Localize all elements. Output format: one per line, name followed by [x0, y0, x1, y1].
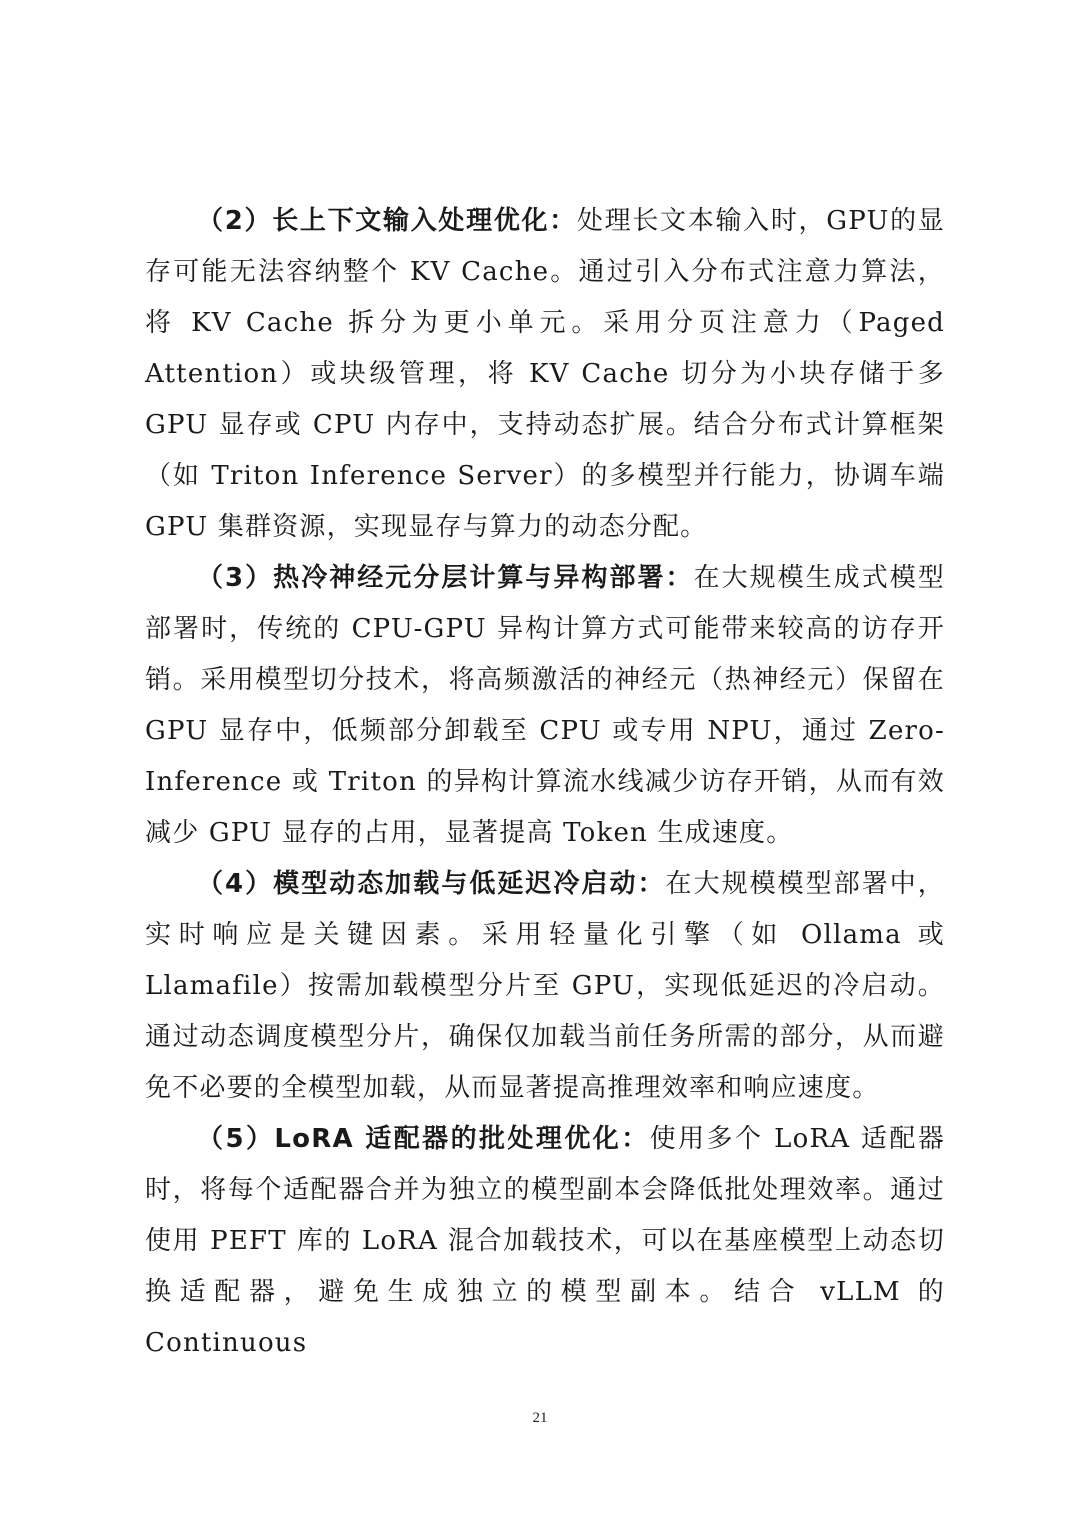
paragraph-text: 使用多个 LoRA 适配器时，将每个适配器合并为独立的模型副本会降低批处理效率。通过使用 PEFT 库的 LoRA 混合加载技术，可以在基座模型上动态切换适配器，避免生成独立的模型副本。结合 vLLM 的 Continuous [145, 1124, 945, 1358]
paragraph-dynamic-loading [145, 859, 945, 1114]
paragraph-long-context [145, 196, 945, 553]
paragraph-heading: （2）长上下文输入处理优化： [197, 206, 577, 236]
paragraph-lora-batching [145, 1114, 945, 1369]
paragraph-hot-cold-neurons [145, 553, 945, 859]
paragraph-heading: （5）LoRA 适配器的批处理优化： [197, 1124, 650, 1154]
paragraph-text: 处理长文本输入时，GPU的显存可能无法容纳整个 KV Cache。通过引入分布式注意力算法，将 KV Cache 拆分为更小单元。采用分页注意力（Paged Attention）或块级管理，将 KV Cache 切分为小块存储于多 GPU 显存或 CPU 内存中，支持动态扩展。结合分布式计算框架（如 Triton Inference Server）的多模型并行能力，协调车端 GPU 集群资源，实现显存与算力的动态分配。 [145, 206, 945, 542]
paragraph-text: 在大规模生成式模型部署时，传统的 CPU-GPU 异构计算方式可能带来较高的访存开销。采用模型切分技术，将高频激活的神经元（热神经元）保留在 GPU 显存中，低频部分卸载至 CPU 或专用 NPU，通过 Zero-Inference 或 Triton 的异构计算流水线减少访存开销，从而有效减少 GPU 显存的占用，显著提高 Token 生成速度。 [145, 563, 945, 848]
page-number: 21 [532, 1410, 548, 1426]
body-text [145, 196, 945, 1369]
paragraph-heading: （4）模型动态加载与低延迟冷启动： [197, 869, 666, 899]
paragraph-heading: （3）热冷神经元分层计算与异构部署： [197, 563, 694, 593]
paragraph-text: 在大规模模型部署中，实时响应是关键因素。采用轻量化引擎（如 Ollama 或 Llamafile）按需加载模型分片至 GPU，实现低延迟的冷启动。通过动态调度模型分片，确保仅加载当前任务所需的部分，从而避免不必要的全模型加载，从而显著提高推理效率和响应速度。 [145, 869, 945, 1103]
